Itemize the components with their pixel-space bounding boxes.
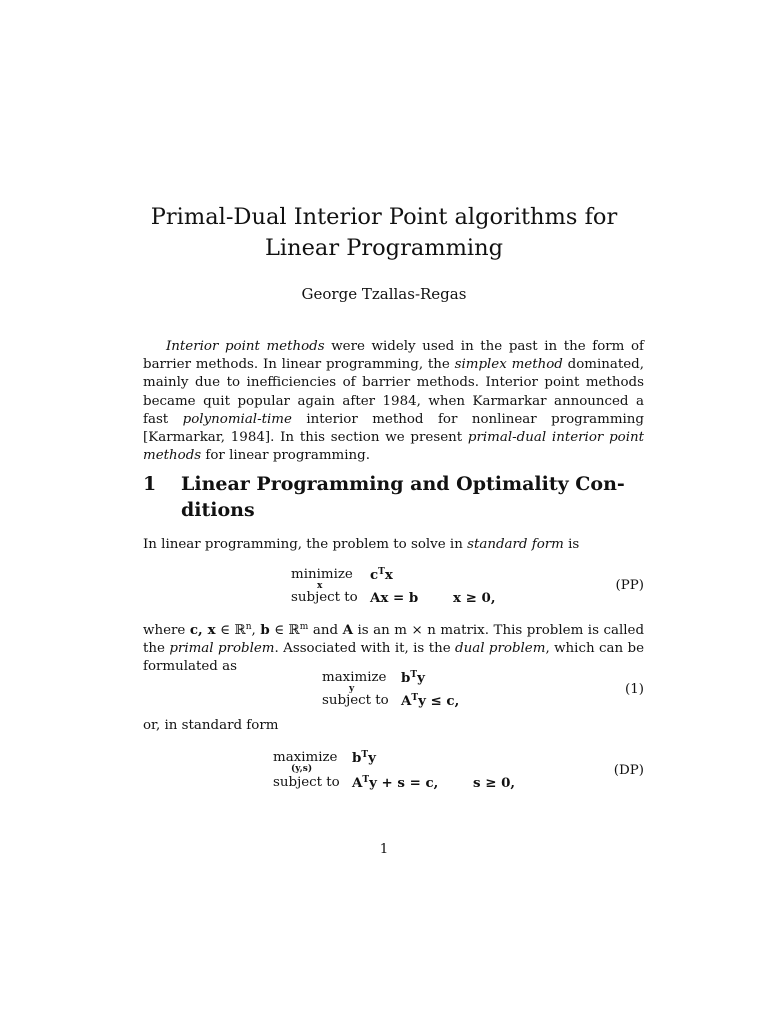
where-vars-a: A (342, 622, 353, 638)
eq1-op-maximize: maximize (322, 670, 387, 685)
dp-con-sup: T (362, 775, 370, 785)
where-t4: ∈ ℝ (269, 623, 300, 638)
eq1-obj-y: y (417, 670, 425, 686)
title-line-1: Primal-Dual Interior Point algorithms for (150, 204, 618, 230)
where-em-dual: dual problem (455, 641, 546, 657)
eq1-con-sup: T (411, 693, 419, 703)
eq1-tag: (1) (625, 682, 644, 697)
page-number: 1 (379, 842, 389, 857)
where-sup-m: m (299, 622, 309, 632)
where-t7: . Associated with it, is the (274, 641, 456, 657)
eq1-con-a: A (401, 693, 412, 709)
abstract-em-2: simplex method (454, 357, 563, 373)
abstract-em-4: primal-dual interior point methods (143, 430, 645, 464)
pp-sub-x: x (317, 581, 323, 591)
title-line-2: Linear Programming (264, 235, 504, 261)
intro-em: standard form (467, 537, 564, 552)
pp-obj-x: x (384, 567, 393, 583)
abstract-text-3: interior method for nonlinear programming [Karmarkar, 1984]. In this section we present (143, 411, 644, 446)
where-vars-cx: c, x (189, 622, 216, 638)
or-text: or, in standard form (143, 718, 279, 733)
pp-constraint: Ax = b (370, 590, 419, 606)
dp-tag: (DP) (613, 763, 644, 778)
abstract-em-3: polynomial-time (182, 411, 292, 427)
dp-obj-b: b (352, 750, 362, 766)
where-t1: where (143, 623, 190, 638)
eq1-obj-sup: T (410, 670, 418, 680)
abstract-text-2: dominated, mainly due to inefficiencies of barrier methods. Interior point methods became quit popular again after 1984, when Karmarkar announced a fast (143, 357, 644, 427)
abstract-em-1: Interior point methods (166, 339, 325, 354)
dp-obj-sup: T (361, 750, 369, 760)
where-vars-b: b (260, 622, 270, 638)
pp-op-minimize: minimize (291, 567, 353, 582)
pp-tag: (PP) (615, 578, 644, 593)
dp-op-subject-to: subject to (273, 775, 340, 790)
dp-objective (352, 750, 376, 766)
where-t5: and (308, 623, 343, 638)
intro-text: In linear programming, the problem to solve in (143, 537, 468, 552)
author-name: George Tzallas-Regas (301, 285, 467, 303)
dp-sub-ys: (y,s) (291, 764, 313, 774)
dp-con-rest: y + s = c, (369, 775, 439, 791)
eq1-sub-y: y (349, 684, 355, 694)
dp-constraint (352, 775, 438, 791)
where-t3: , (251, 623, 261, 638)
dp-con-a: A (352, 775, 363, 791)
eq1-con-rest: y ≤ c, (418, 693, 460, 709)
eq1-obj-b: b (401, 670, 411, 686)
pp-nonneg: x ≥ 0, (453, 590, 496, 606)
abstract-text-1: were widely used in the past in the form of barrier methods. In linear programming, the (143, 339, 644, 373)
abstract-text-4: for linear programming. (201, 448, 370, 464)
section-title: Linear Programming and Optimality Con- ditions (181, 473, 625, 521)
section-number: 1 (143, 473, 157, 495)
pp-obj-c: c (370, 567, 379, 583)
where-t8: , which can be formulated as (143, 641, 645, 675)
where-t6: is an m × n matrix. This problem is called the (143, 623, 645, 657)
dp-nonneg: s ≥ 0, (473, 775, 516, 791)
where-t2: ∈ ℝ (215, 623, 246, 638)
dp-op-maximize: maximize (273, 750, 338, 765)
pp-obj-sup: T (378, 567, 385, 577)
pp-op-subject-to: subject to (291, 590, 358, 605)
intro-end: is (563, 537, 580, 552)
where-sup-n: n (245, 622, 252, 632)
dp-obj-y: y (368, 750, 376, 766)
eq1-op-subject-to: subject to (322, 693, 389, 708)
where-em-primal: primal problem (169, 641, 275, 657)
